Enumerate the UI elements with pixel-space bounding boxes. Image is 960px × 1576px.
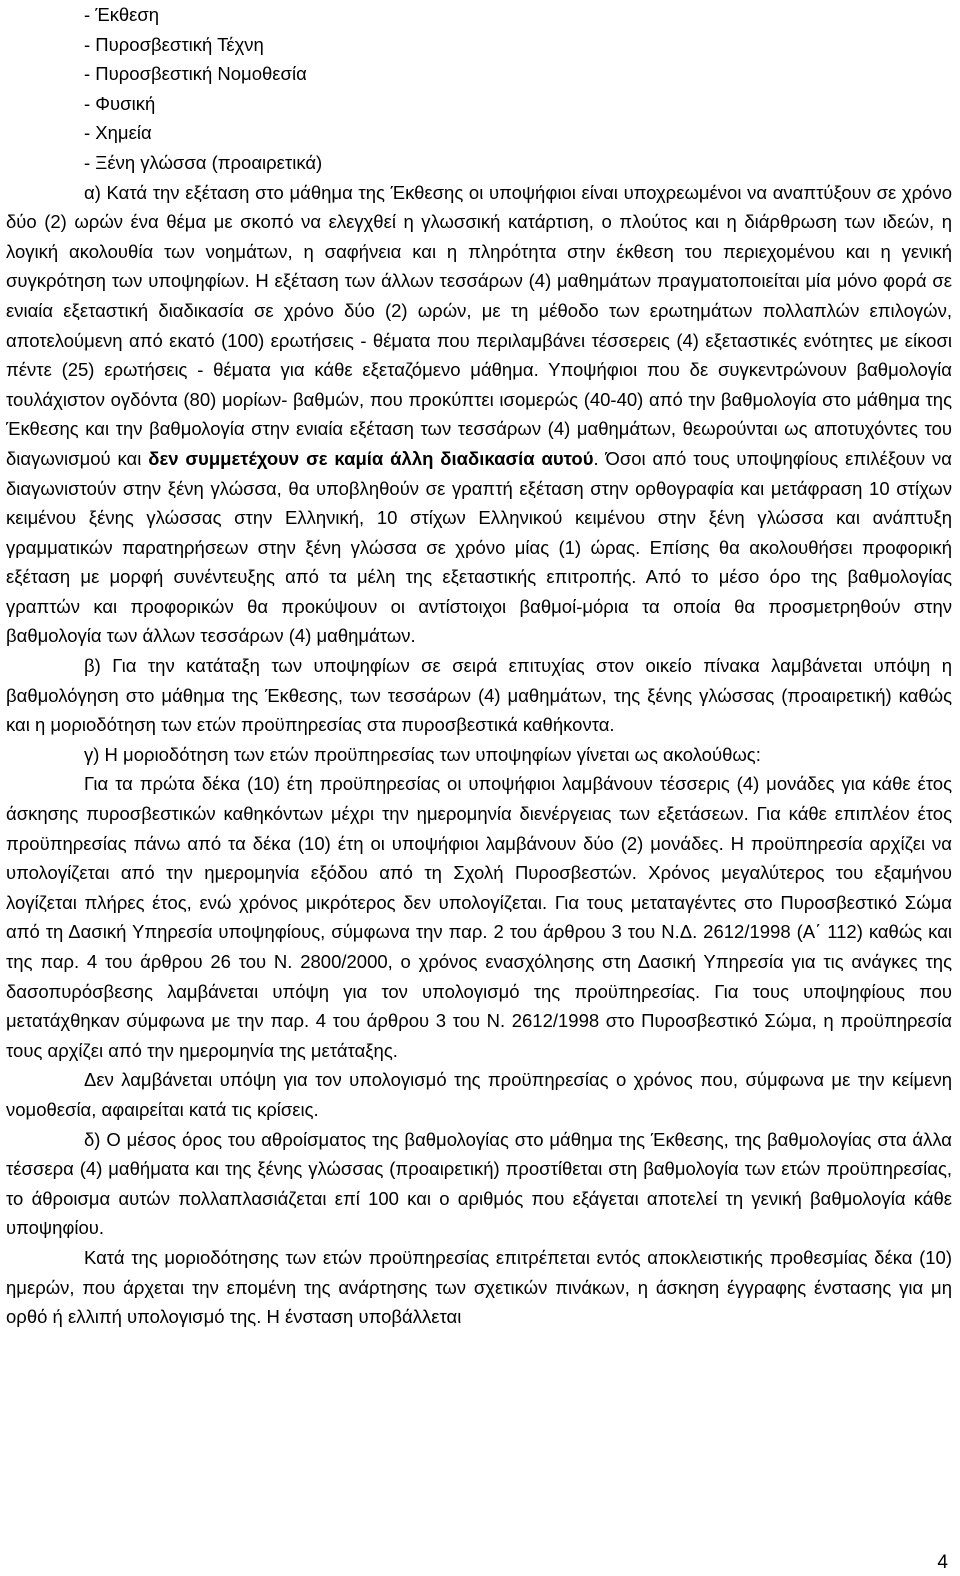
paragraph-b: β) Για την κατάταξη των υποψηφίων σε σειρά επιτυχίας στον οικείο πίνακα λαμβάνεται υπόψη η βαθμολόγηση στο μάθημα της Έκθεσης, των τεσσάρων (4) μαθημάτων, της ξένης γλώσσας (προαιρετική) καθώς και η μοριοδότηση των ετών προϋπηρεσίας στα πυροσβεστικά καθήκοντα. [6, 655, 952, 736]
paragraph-a-text-1: α) Κατά την εξέταση στο μάθημα της Έκθεσης οι υποψήφιοι είναι υποχρεωμένοι να αναπτύξουν σε χρόνο δύο (2) ωρών ένα θέμα με σκοπό να ελεγχθεί η γλωσσική κατάρτιση, ο πλούτος και η διάρθρωση των ιδεών, η λογική ακολουθία των νοημάτων, η σαφήνεια και η πληρότητα στην έκθεση του περιεχομένου και η γενική συγκρότηση των υποψηφίων. Η εξέταση των άλλων τεσσάρων (4) μαθημάτων πραγματοποιείται μία μόνο φορά σε ενιαία εξεταστική διαδικασία σε χρόνο δύο (2) ωρών, με τη μέθοδο των ερωτημάτων πολλαπλών επιλογών, αποτελούμενη από εκατό (100) ερωτήσεις - θέματα που περιλαμβάνει τέσσερεις (4) εξεταστικές ενότητες με είκοσι πέντε (25) ερωτήσεις - θέματα για κάθε εξεταζόμενο μάθημα. Υποψήφιοι που δε συγκεντρώνουν βαθμολογία τουλάχιστον ογδόντα (80) μορίων- βαθμών, που προκύπτει ισομερώς (40-40) από την βαθμολογία στο μάθημα της Έκθεσης και την βαθμολογία στην ενιαία εξέταση των τεσσάρων (4) μαθημάτων, θεωρούνται ως αποτυχόντες του διαγωνισμού και [6, 181, 952, 469]
paragraph-e: Κατά της μοριοδότησης των ετών προϋπηρεσίας επιτρέπεται εντός αποκλειστικής προθεσμίας δέκα (10) ημερών, που άρχεται την επομένη της ανάρτησης των σχετικών πινάκων, η άσκηση έγγραφης ένστασης για μη ορθό ή ελλιπή υπολογισμό της. Η ένσταση υποβάλλεται [6, 1246, 952, 1328]
list-item: - Ξένη γλώσσα (προαιρετικά) [84, 151, 323, 173]
paragraph-d: δ) Ο μέσος όρος του αθροίσματος της βαθμολογίας στο μάθημα της Έκθεσης, της βαθμολογίας στα άλλα τέσσερα (4) μαθήματα και της ξένης γλώσσας (προαιρετική) προστίθεται στη βαθμολογία των ετών προϋπηρεσίας, το άθροισμα αυτών πολλαπλασιάζεται επί 100 και ο αριθμός που εξάγεται αποτελεί τη γενική βαθμολογία κάθε υποψηφίου. [6, 1128, 952, 1239]
paragraph-a-bold-text: δεν συμμετέχουν σε καμία άλλη διαδικασία αυτού [148, 447, 594, 469]
list-item: - Χημεία [84, 122, 152, 144]
paragraph-a [6, 178, 952, 652]
list-item: - Πυροσβεστική Τέχνη [84, 33, 264, 55]
paragraph-c: γ) Η μοριοδότηση των ετών προϋπηρεσίας των υποψηφίων γίνεται ως ακολούθως: [84, 743, 761, 765]
page-number: 4 [937, 1552, 948, 1573]
subject-list [6, 0, 952, 178]
list-item: - Φυσική [84, 92, 156, 114]
list-item: - Έκθεση [84, 4, 160, 25]
paragraph-c-exclusion: Δεν λαμβάνεται υπόψη για τον υπολογισμό της προϋπηρεσίας ο χρόνος που, σύμφωνα με την κείμενη νομοθεσία, αφαιρείται κατά τις κρίσεις. [6, 1069, 952, 1120]
paragraph-c-seniority: Για τα πρώτα δέκα (10) έτη προϋπηρεσίας οι υποψήφιοι λαμβάνουν τέσσερις (4) μονάδες για κάθε έτος άσκησης πυροσβεστικών καθηκόντων μέχρι την ημερομηνία διενέργειας των εξετάσεων. Για κάθε επιπλέον έτος προϋπηρεσίας πάνω από τα δέκα (10) έτη οι υποψήφιοι λαμβάνουν δύο (2) μονάδες. Η προϋπηρεσία αρχίζει να υπολογίζεται από την ημερομηνία εξόδου από τη Σχολή Πυροσβεστών. Χρόνος μεγαλύτερος του εξαμήνου λογίζεται πλήρες έτος, ενώ χρόνος μικρότερος δεν υπολογίζεται. Για τους μεταταγέντες στο Πυροσβεστικό Σώμα από τη Δασική Υπηρεσία υποψηφίους, σύμφωνα την παρ. 2 του άρθρου 3 του Ν.Δ. 2612/1998 (Α΄ 112) καθώς και της παρ. 4 του άρθρου 26 του Ν. 2800/2000, ο χρόνος ενασχόλησης στη Δασική Υπηρεσία για τις ανάγκες της δασοπυρόσβεσης λαμβάνεται υπόψη για τον υπολογισμό της προϋπηρεσίας. Για τους υποψηφίους που μετατάχθηκαν σύμφωνα με την παρ. 4 του άρθρου 3 του Ν. 2612/1998 στο Πυροσβεστικό Σώμα, η προϋπηρεσία τους αρχίζει από την ημερομηνία της μετάταξης. [6, 773, 952, 1061]
list-item: - Πυροσβεστική Νομοθεσία [84, 63, 307, 85]
paragraph-a-text-2: . Όσοι από τους υποψηφίους επιλέξουν να διαγωνιστούν στην ξένη γλώσσα, θα υποβληθούν σε γραπτή εξέταση στην ορθογραφία και μετάφραση 10 στίχων κειμένου ξένης γλώσσας στην Ελληνική, 10 στίχων Ελληνικού κειμένου στην ξένη γλώσσα και ανάπτυξη γραμματικών παρατηρήσεων στην ξένη γλώσσα σε χρόνο μίας (1) ώρας. Επίσης θα ακολουθήσει προφορική εξέταση με μορφή συνέντευξης από τα μέλη της εξεταστικής επιτροπής. Από το μέσο όρο της βαθμολογίας γραπτών και προφορικών θα προκύψουν οι αντίστοιχοι βαθμοί-μόρια τα οποία θα προσμετρηθούν στην βαθμολογία των άλλων τεσσάρων (4) μαθημάτων. [6, 447, 952, 647]
